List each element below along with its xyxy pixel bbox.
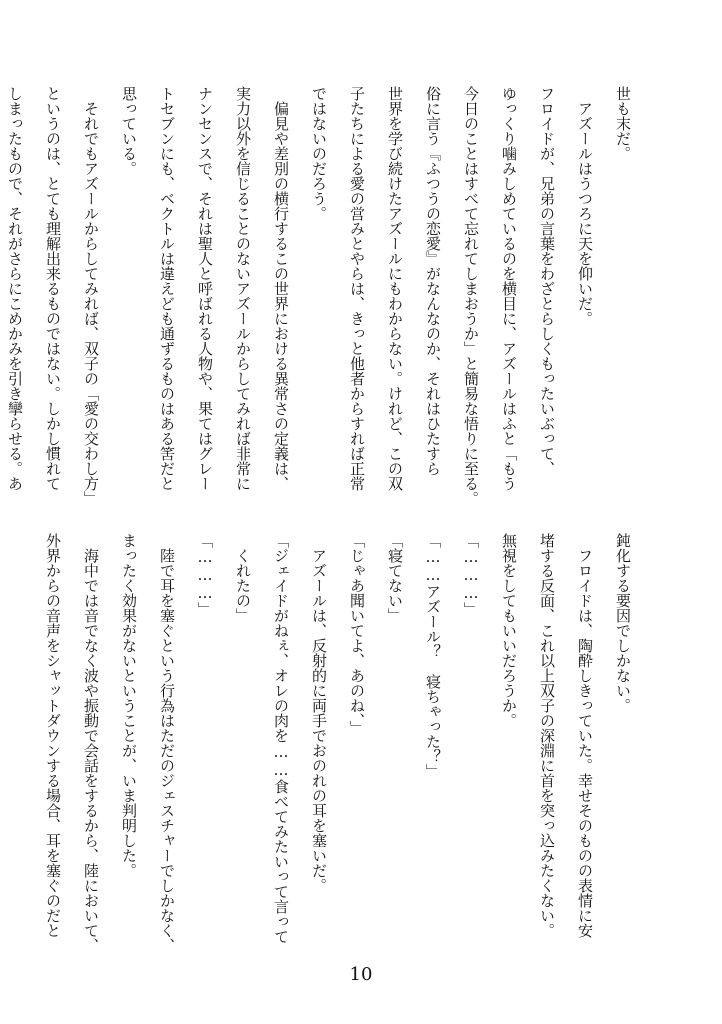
text-line: しまったもので、それがさらにこめかみを引き攣らせる。あ <box>6 86 24 491</box>
text-line: 「じゃあ聞いてよ、あのね、」 <box>348 533 366 736</box>
text-line: というのは、とても理解出来るものではない。しかし慣れて <box>44 86 62 491</box>
text-line: アズールはうつろに天を仰いだ。 <box>576 101 594 326</box>
text-line: 子たちによる愛の営みとやらは、きっと他者からすれば正常 <box>348 86 366 491</box>
text-line: それでもアズールからしてみれば、双子の「愛の交わし方」 <box>82 101 100 506</box>
page-number: 10 <box>349 964 373 985</box>
text-line: 偏見や差別の横行するこの世界における異常さの定義は、 <box>272 101 290 491</box>
text-line: 今日のことはすべて忘れてしまおうか」と簡易な悟りに至る。 <box>462 86 480 506</box>
upper-text-block <box>0 86 642 506</box>
text-line: アズールは、反射的に両手でおのれの耳を塞いだ。 <box>310 548 328 893</box>
text-line: 「………」 <box>196 533 214 617</box>
text-line: まったく効果がないということが、いま判明した。 <box>120 533 138 878</box>
text-line: 「………」 <box>462 533 480 617</box>
text-line: 海中では音でなく波や振動で会話をするから、陸において、 <box>82 548 100 953</box>
text-line: 鈍化する要因でしかない。 <box>614 533 632 713</box>
text-line: くれたの」 <box>234 548 252 623</box>
text-line: 実力以外を信じることのないアズールからしてみれば非常に <box>234 86 252 491</box>
text-line: 陸で耳を塞ぐという行為はただのジェスチャーでしかなく、 <box>158 548 176 953</box>
text-line: 世界を学び続けたアズールにもわからない。けれど、この双 <box>386 86 404 491</box>
text-line: ゆっくり噛みしめているのを横目に、アズールはふと「もう <box>500 86 518 491</box>
text-line: 「……アズール？ 寝ちゃった？」 <box>424 533 442 779</box>
text-line: 「ジェイドがねぇ、オレの肉を……食べてみたいって言って <box>272 533 290 944</box>
lower-text-block <box>34 533 642 953</box>
text-line: フロイドが、兄弟の言葉をわざとらしくもったいぶって、 <box>538 86 556 476</box>
text-line: ではないのだろう。 <box>310 86 328 221</box>
text-line: ナンセンスで、それは聖人と呼ばれる人物や、果てはグレー <box>196 86 214 491</box>
text-line: フロイドは、陶酔しきっていた。幸せそのものの表情に安 <box>576 548 594 938</box>
text-line: トセブンにも、ベクトルは違えども通ずるものはある筈だと <box>158 86 176 491</box>
text-line: 外界からの音声をシャットダウンする場合、耳を塞ぐのだと <box>44 533 62 938</box>
text-line: 無視をしてもいいだろうか。 <box>500 533 518 728</box>
text-line: 世も末だ。 <box>614 86 632 161</box>
text-line: 「寝てない」 <box>386 533 404 623</box>
text-line: 俗に言う『ふつうの恋愛』がなんなのか、それはひたすら <box>424 86 442 476</box>
text-line: 思っている。 <box>120 86 138 176</box>
text-line: 堵する反面、これ以上双子の深淵に首を突っ込みたくない。 <box>538 533 556 938</box>
